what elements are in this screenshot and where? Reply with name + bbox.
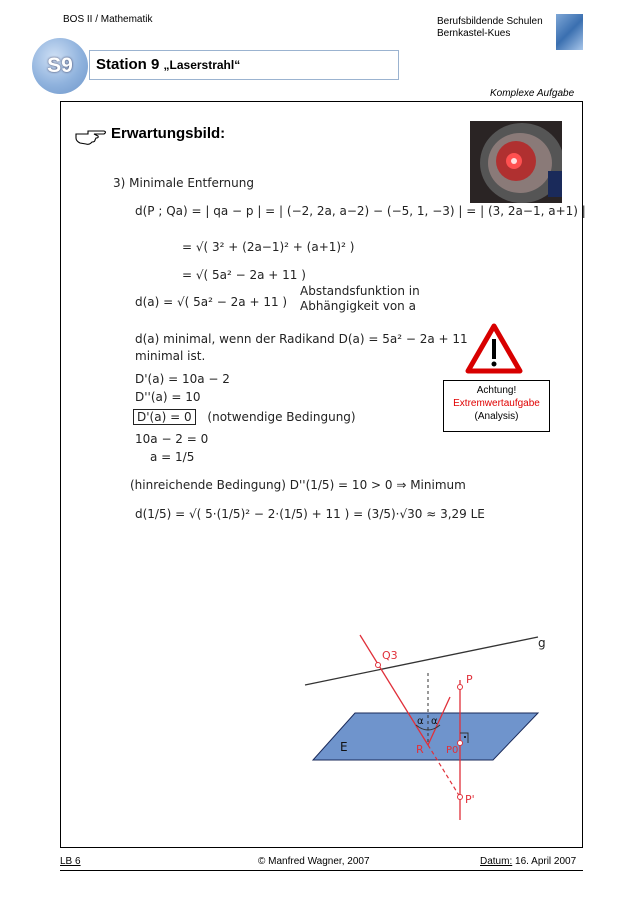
label-q3: Q3 <box>382 649 398 662</box>
subject-label: BOS II / Mathematik <box>63 14 153 25</box>
footer-date-value: 16. April 2007 <box>515 856 577 867</box>
second-derivative: D''(a) = 10 <box>135 390 201 404</box>
footer-copyright: © Manfred Wagner, 2007 <box>258 856 370 867</box>
point-p <box>458 685 463 690</box>
solution-a: a = 1/5 <box>150 450 195 464</box>
point-p-prime <box>458 795 463 800</box>
station-subtitle: „Laserstrahl“ <box>163 58 241 72</box>
note-line-2: Abhängigkeit von a <box>300 299 416 313</box>
school-line-1: Berufsbildende Schulen <box>437 16 543 27</box>
pointing-hand-icon <box>74 126 108 146</box>
necessary-condition-note: (notwendige Bedingung) <box>207 410 356 424</box>
label-e: E <box>340 740 348 754</box>
distance-formula: d(P ; Qa) = | qa − p | = | (−2, 2a, a−2) − (−5, 1, −3) | = | (3, 2a−1, a+1) | <box>135 204 586 218</box>
footer-divider <box>60 870 583 871</box>
point-q3 <box>376 663 381 668</box>
minimum-distance-result: d(1/5) = √( 5·(1/5)² − 2·(1/5) + 11 ) = (3/5)·√30 ≈ 3,29 LE <box>135 507 485 521</box>
necessary-condition-box: D'(a) = 0 <box>133 409 196 425</box>
station-badge: S9 <box>32 38 88 94</box>
warning-line-1: Achtung! <box>476 385 517 396</box>
warning-icon <box>465 323 523 375</box>
footer-date <box>480 856 576 867</box>
necessary-condition <box>133 410 356 424</box>
note-line-1: Abstandsfunktion in <box>300 284 420 298</box>
first-derivative: D'(a) = 10a − 2 <box>135 372 230 386</box>
label-g: g <box>538 636 546 650</box>
school-logo <box>556 14 583 50</box>
minimal-condition: d(a) minimal, wenn der Radikand D(a) = 5a² − 2a + 11 <box>135 332 468 346</box>
label-p0: P0 <box>446 745 459 756</box>
warning-line-2: Extremwertaufgabe <box>453 398 540 409</box>
line-g <box>305 637 538 685</box>
label-p: P <box>466 673 473 686</box>
solve-equation: 10a − 2 = 0 <box>135 432 209 446</box>
footer-date-label: Datum: <box>480 856 513 867</box>
school-name <box>437 16 543 40</box>
distance-function: d(a) = √( 5a² − 2a + 11 ) <box>135 295 288 309</box>
minimal-condition-end: minimal ist. <box>135 349 206 363</box>
label-alpha-right: α <box>431 716 438 727</box>
station-title <box>96 56 240 73</box>
expectation-heading: Erwartungsbild: <box>111 125 226 142</box>
school-line-2: Bernkastel-Kues <box>437 28 511 39</box>
label-r: R <box>416 743 424 756</box>
warning-note-box <box>443 380 550 432</box>
label-p-prime: P' <box>465 793 475 806</box>
label-alpha-left: α <box>417 716 424 727</box>
warning-line-3: (Analysis) <box>474 411 519 422</box>
station-number: Station 9 <box>96 56 160 73</box>
sufficient-condition: (hinreichende Bedingung) D''(1/5) = 10 > 0 ⇒ Minimum <box>130 478 466 492</box>
distance-expansion: = √( 3² + (2a−1)² + (a+1)² ) <box>182 240 355 254</box>
solution-step-heading: 3) Minimale Entfernung <box>113 176 254 190</box>
laser-reflection-diagram <box>300 625 570 825</box>
task-type-label: Komplexe Aufgabe <box>490 88 575 99</box>
laser-photo <box>470 121 562 203</box>
footer-left: LB 6 <box>60 856 81 867</box>
distance-simplified: = √( 5a² − 2a + 11 ) <box>182 268 306 282</box>
distance-function-note <box>300 284 420 314</box>
